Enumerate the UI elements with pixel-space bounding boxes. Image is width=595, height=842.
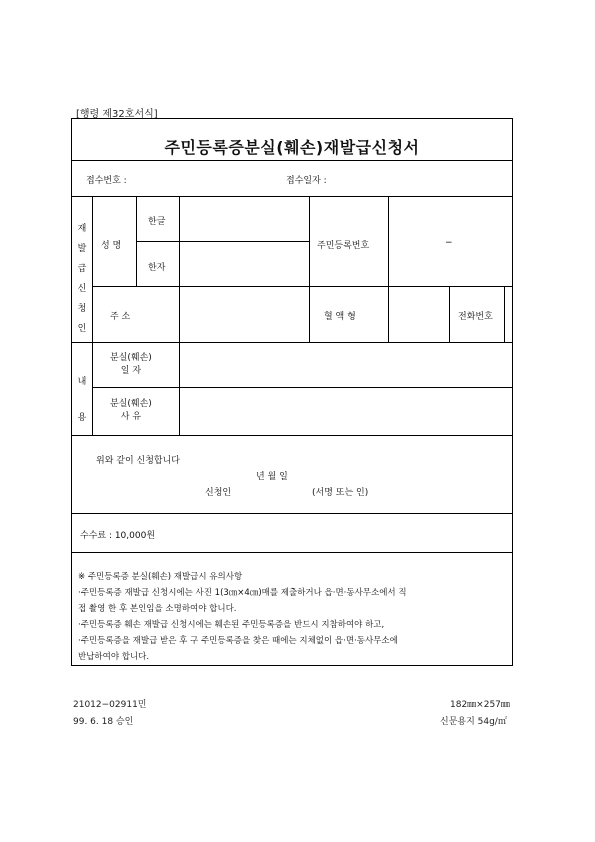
hanja-label: 한자 xyxy=(148,263,166,273)
notes xyxy=(78,569,508,665)
hangul-label: 한글 xyxy=(148,217,166,227)
divider xyxy=(72,435,512,436)
divider xyxy=(92,387,512,388)
divider xyxy=(72,196,512,197)
date-line: 년 월 일 xyxy=(256,472,288,482)
address-label: 주 소 xyxy=(110,312,131,322)
paper-size: 182㎜×257㎜ xyxy=(450,700,510,710)
applicant-label: 신청인 xyxy=(205,488,232,498)
name-label: 성 명 xyxy=(101,241,122,251)
divider xyxy=(92,196,93,435)
divider xyxy=(449,286,450,342)
divider xyxy=(136,196,137,286)
loss-date-label: 분실(훼손) 일 자 xyxy=(110,353,152,376)
applicant-section-label: 재 발 급 신 청 인 xyxy=(77,224,87,334)
note-item: 반납하여야 합니다. xyxy=(78,652,150,662)
form-code: 21012−02911민 xyxy=(73,700,147,710)
divider xyxy=(72,513,512,514)
rrn-label: 주민등록번호 xyxy=(317,241,370,251)
note-item: ·주민등록증 훼손 재발급 신청시에는 훼손된 주민등록증을 반드시 지참하여야 하고, xyxy=(78,620,385,630)
receipt-date-label: 접수일자 : xyxy=(286,176,327,186)
rrn-dash: − xyxy=(445,238,453,248)
paper-type: 신문용지 54g/㎡ xyxy=(440,717,507,727)
content-section-label: 내 용 xyxy=(77,377,87,423)
form-title: 주민등록증분실(훼손)재발급신청서 xyxy=(164,138,420,157)
note-item: ·주민등록증을 재발급 받은 후 구 주민등록증을 찾은 때에는 지체없이 읍·면·동사무소에 xyxy=(78,636,398,646)
notes-heading: ※ 주민등록증 분실(훼손) 재발급시 유의사항 xyxy=(78,572,243,582)
application-form xyxy=(71,118,513,666)
divider xyxy=(72,342,512,343)
divider xyxy=(388,196,389,342)
divider xyxy=(136,241,309,242)
signature-label: (서명 또는 인) xyxy=(312,488,369,498)
divider xyxy=(504,286,505,342)
receipt-number-label: 접수번호 : xyxy=(86,176,127,186)
divider xyxy=(72,160,512,161)
loss-reason-label: 분실(훼손) 사 유 xyxy=(110,399,152,422)
divider xyxy=(72,552,512,553)
form-number: [행령 제32호서식] xyxy=(76,109,158,120)
declaration-text: 위와 같이 신청합니다 xyxy=(96,456,180,466)
divider xyxy=(309,196,310,342)
fee-text: 수수료 : 10,000원 xyxy=(80,531,156,541)
phone-label: 전화번호 xyxy=(458,312,493,322)
blood-type-label: 혈 액 형 xyxy=(324,312,356,322)
note-item: 접 촬영 한 후 본인임을 소명하여야 합니다. xyxy=(78,604,237,614)
note-item: ·주민등록증 재발급 신청시에는 사진 1(3㎝×4㎝)매를 제출하거나 읍·면·동사무소에서 직 xyxy=(78,588,407,598)
approval-date: 99. 6. 18 승인 xyxy=(73,717,134,727)
divider xyxy=(179,196,180,435)
